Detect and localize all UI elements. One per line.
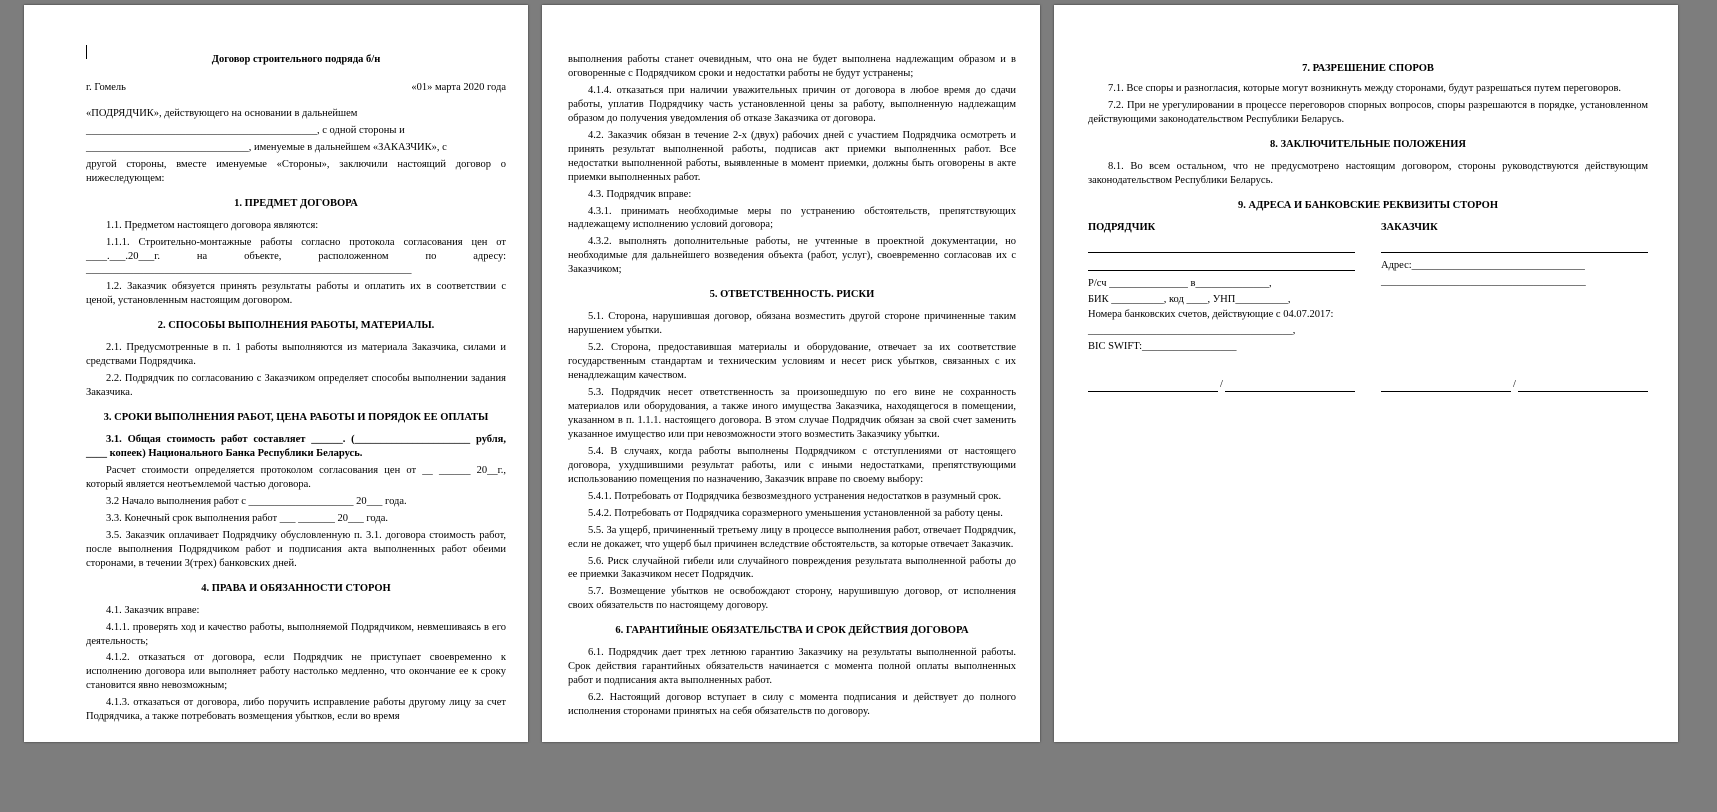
- page2-continued-6: 4.3.2. выполнять дополнительные работы, не учтенные в проектной документации, но необходимые для дальнейшего возведения объекта (работ, услуг), своевременно согласовав их с Заказчиком;: [568, 236, 1016, 276]
- customer-address-line-2: _______________________________________: [1381, 275, 1586, 287]
- city-label: г. Гомель: [86, 81, 126, 93]
- preamble-line-1: «ПОДРЯДЧИК», действующего на основании в дальнейшем: [86, 107, 358, 119]
- section-2-item-2: 2.2. Подрядчик по согласованию с Заказчиком определяет способы выполнении задания Заказчика.: [86, 373, 506, 399]
- section-6-heading: 6. ГАРАНТИЙНЫЕ ОБЯЗАТЕЛЬСТВА И СРОК ДЕЙСТВИЯ ДОГОВОРА: [615, 625, 969, 637]
- section-3-item-4: 3.3. Конечный срок выполнения работ ___ _______ 20___ года.: [106, 512, 388, 524]
- contractor-bik-line: БИК __________, код ____, УНП__________,: [1088, 293, 1291, 305]
- page2-continued-5: 4.3.1. принимать необходимые меры по устранению обстоятельств, препятствующих надлежащему исполнению условий договора;: [568, 205, 1016, 231]
- section-4-item-3: 4.1.2. отказаться от договора, если Подрядчик не приступает своевременно к исполнению договора или выполняет работу настолько медленно, что окончание ее к сроку становится явно невозможным;: [86, 652, 506, 692]
- section-7-item-2: 7.2. При не урегулировании в процессе переговоров спорных вопросов, споры разрешаются в порядке, установленном действующими законодательством Республики Беларусь.: [1088, 99, 1648, 125]
- section-8-item-1: 8.1. Во всем остальном, что не предусмотрено настоящим договором, стороны руководствуются действующим законодательством Республики Беларусь.: [1088, 160, 1648, 186]
- document-title: Договор строительного подряда б/н: [211, 54, 381, 65]
- signature-row: [1088, 378, 1648, 392]
- contractor-signature-line-1: [1088, 380, 1218, 392]
- section-2-heading: 2. СПОСОБЫ ВЫПОЛНЕНИЯ РАБОТЫ, МАТЕРИАЛЫ.: [157, 320, 435, 332]
- contractor-heading: ПОДРЯДЧИК: [1088, 221, 1156, 233]
- section-5-item-2: 5.2. Сторона, предоставившая материалы и оборудование, отвечает за их соответствие государственным стандартам и техническим условиям и несет риск убытков, связанных с их ненадлежащим качеством.: [568, 342, 1016, 382]
- preamble-line-2: ____________________________________________, с одной стороны и: [86, 124, 405, 136]
- page2-continued-1: выполнения работы станет очевидным, что она не будет выполнена надлежащим образом и в оговоренные с Подрядчиком сроки и недостатки работы не будут устранены;: [568, 54, 1016, 79]
- requisites-customer-column: [1381, 221, 1648, 357]
- customer-address-line: Адрес:_________________________________: [1381, 259, 1585, 271]
- customer-blank-line-1: [1381, 241, 1648, 253]
- page2-continued-4: 4.3. Подрядчик вправе:: [588, 188, 692, 200]
- section-5-item-6: 5.4.2. Потребовать от Подрядчика соразмерного уменьшения установленной за работу цены.: [588, 507, 1003, 519]
- contractor-accounts-blank: _______________________________________,: [1088, 325, 1296, 337]
- customer-signature-line-2: [1518, 380, 1648, 392]
- contractor-signature-line-2: [1225, 380, 1355, 392]
- city-date-row: [86, 81, 506, 95]
- section-4-item-2: 4.1.1. проверять ход и качество работы, выполняемой Подрядчиком, невмешиваясь в его деятельность;: [86, 621, 506, 647]
- date-label: «01» марта 2020 года: [411, 81, 506, 93]
- customer-signature-slash: /: [1513, 379, 1516, 391]
- section-2-item-1: 2.1. Предусмотренные в п. 1 работы выполняются из материала Заказчика, силами и средствами Подрядчика.: [86, 342, 506, 368]
- contractor-accounts-note: Номера банковских счетов, действующие с 04.07.2017:: [1088, 309, 1334, 321]
- section-7-item-1: 7.1. Все споры и разногласия, которые могут возникнуть между сторонами, будут разрешаться путем переговоров.: [1108, 82, 1622, 94]
- text-cursor: [86, 45, 87, 59]
- contractor-signature-slash: /: [1220, 379, 1223, 391]
- section-5-item-7: 5.5. За ущерб, причиненный третьему лицу в процессе выполнения работ, отвечает Подрядчик, если не докажет, что ущерб был причинен вследствие обстоятельств, за которые отвечает Заказчик.: [568, 524, 1016, 550]
- customer-signature-line-1: [1381, 380, 1511, 392]
- section-1-item-1: 1.1. Предметом настоящего договора являются:: [106, 219, 319, 231]
- section-6-item-2: 6.2. Настоящий договор вступает в силу с момента подписания и действует до полного исполнения сторонами принятых на себя обязательств по договору.: [568, 692, 1016, 718]
- customer-heading: ЗАКАЗЧИК: [1381, 221, 1438, 233]
- page2-continued-3: 4.2. Заказчик обязан в течение 2-х (двух) рабочих дней с участием Подрядчика осмотреть и принять результат выполненной работы, подписав акт приемки выполненных работ. Все недостатки выполненной работы, выявленные в момент приемки, должны быть оговорены в акте приемки выполненных работ.: [568, 129, 1016, 183]
- requisites-columns: [1088, 221, 1648, 357]
- section-6-item-1: 6.1. Подрядчик дает трех летнюю гарантию Заказчику на результаты выполненной работы. Срок действия гарантийных обязательств начинается с момента полной оплаты выполненных работ и подписания акта выполненных работ.: [568, 647, 1016, 687]
- section-3-item-1: 3.1. Общая стоимость работ составляет ______. (______________________ рубля, ____ копеек) Национального Банка Республики Беларусь.: [86, 434, 506, 460]
- contractor-blank-line-1: [1088, 241, 1355, 253]
- section-4-item-1: 4.1. Заказчик вправе:: [106, 604, 200, 616]
- contractor-swift-line: BIC SWIFT:__________________: [1088, 341, 1237, 353]
- section-5-item-8: 5.6. Риск случайной гибели или случайного повреждения результата выполненной работы до ее приемки Заказчиком несет Подрядчик.: [568, 555, 1016, 581]
- section-1-item-2: 1.1.1. Строительно-монтажные работы согласно протокола согласования цен от ____.___.20___г. на объекте, расположенном по адресу: ______________________________________________________________: [86, 236, 506, 276]
- section-1-heading: 1. ПРЕДМЕТ ДОГОВОРА: [234, 197, 358, 209]
- preamble-line-3: _______________________________, именуемые в дальнейшем «ЗАКАЗЧИК», с: [86, 141, 447, 153]
- section-5-item-4: 5.4. В случаях, когда работы выполнены Подрядчиком с отступлениями от настоящего договора, ухудшившими результат работы, или с иными недостатками, препятствующими использованию помещения по назначению, Заказчик вправе по своему выбору:: [568, 445, 1016, 485]
- section-5-item-3: 5.3. Подрядчик несет ответственность за произошедшую по его вине не сохранность материалов или оборудования, а также иного имущества Заказчика, находящегося в помещении, указанном в п. 1.1.1. настоящего договора. В этом случае Подрядчик обязан за свой счет заменить указанное имущество или при невозможности этого возместить Заказчику убытки.: [568, 387, 1016, 440]
- page2-continued-2: 4.1.4. отказаться при наличии уважительных причин от договора в любое время до сдачи работы, уплатив Подрядчику часть установленной цены за работу, выполненную надлежащим образом до получения уведомления об отказе Заказчика от договора.: [568, 84, 1016, 124]
- section-5-item-1: 5.1. Сторона, нарушившая договор, обязана возместить другой стороне причиненные таким нарушением убытки.: [568, 311, 1016, 337]
- section-8-heading: 8. ЗАКЛЮЧИТЕЛЬНЫЕ ПОЛОЖЕНИЯ: [1270, 138, 1466, 150]
- section-3-heading: 3. СРОКИ ВЫПОЛНЕНИЯ РАБОТ, ЦЕНА РАБОТЫ И ПОРЯДОК ЕЕ ОПЛАТЫ: [103, 412, 489, 424]
- section-5-heading: 5. ОТВЕТСТВЕННОСТЬ. РИСКИ: [709, 289, 875, 301]
- section-3-item-3: 3.2 Начало выполнения работ с ____________________ 20___ года.: [106, 495, 407, 507]
- section-5-item-5: 5.4.1. Потребовать от Подрядчика безвозмездного устранения недостатков в разумный срок.: [588, 490, 1002, 502]
- document-page-3: [1054, 5, 1678, 742]
- section-7-heading: 7. РАЗРЕШЕНИЕ СПОРОВ: [1302, 63, 1434, 74]
- preamble-line-4: другой стороны, вместе именуемые «Стороны», заключили настоящий договор о нижеследующем:: [86, 158, 506, 184]
- customer-signature: [1381, 378, 1648, 392]
- requisites-contractor-column: [1088, 221, 1355, 357]
- section-5-item-9: 5.7. Возмещение убытков не освобождают сторону, нарушившую договор, от исполнения своих обязательств по настоящему договору.: [568, 586, 1016, 612]
- section-1-item-3: 1.2. Заказчик обязуется принять результаты работы и оплатить их в соответствии с ценой, установленным настоящим договором.: [86, 281, 506, 307]
- section-4-item-4: 4.1.3. отказаться от договора, либо поручить исправление работы другому лицу за счет Подрядчика, а также потребовать возмещения убытков, если во время: [86, 697, 506, 723]
- document-page-1: [24, 5, 528, 742]
- contractor-account-line: Р/сч _______________ в______________,: [1088, 277, 1272, 289]
- section-3-item-2: Расчет стоимости определяется протоколом согласования цен от __ ______ 20__г., который является неотъемлемой частью договора.: [86, 464, 506, 490]
- contractor-signature: [1088, 378, 1355, 392]
- section-4-heading: 4. ПРАВА И ОБЯЗАННОСТИ СТОРОН: [201, 582, 391, 594]
- section-3-item-5: 3.5. Заказчик оплачивает Подрядчику обусловленную п. 3.1. договора стоимость работ, после выполнения Подрядчиком работ и подписания акта выполненных работ обеими сторонами, в течении 3(трех) банковских дней.: [86, 529, 506, 569]
- document-page-2: [542, 5, 1040, 742]
- contractor-blank-line-2: [1088, 259, 1355, 271]
- section-9-heading: 9. АДРЕСА И БАНКОВСКИЕ РЕКВИЗИТЫ СТОРОН: [1237, 199, 1498, 211]
